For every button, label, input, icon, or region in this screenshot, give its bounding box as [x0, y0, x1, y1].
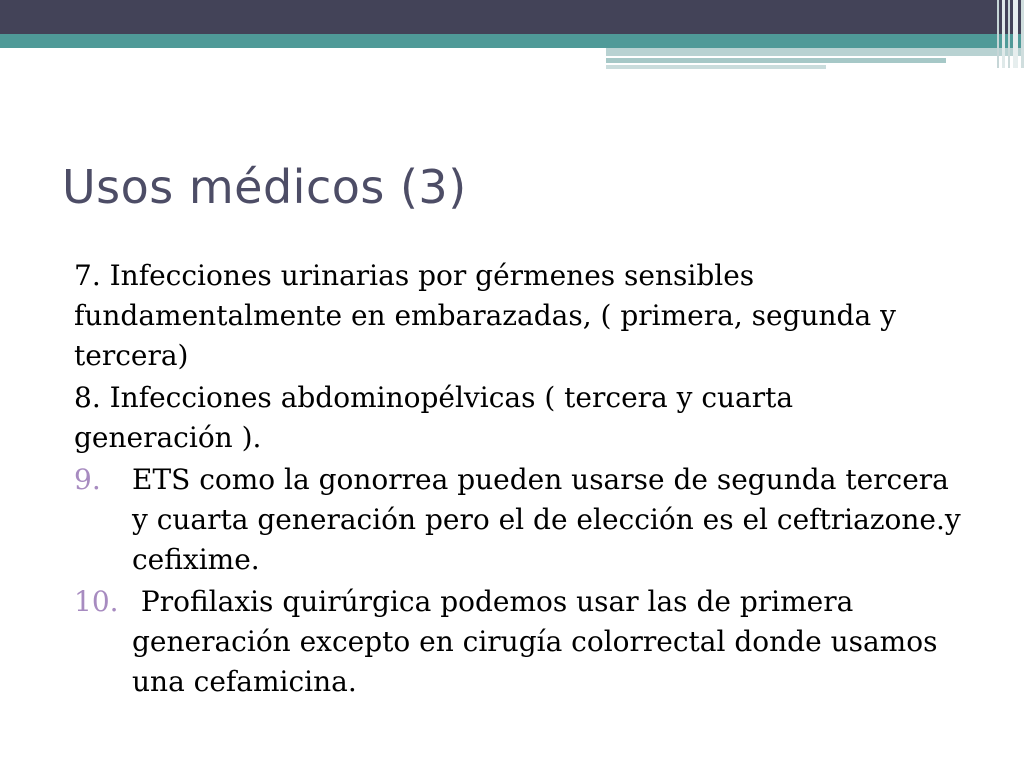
list-item-text: ETS como la gonorrea pueden usarse de segunda tercera y cuarta generación pero el de elección es el ceftriazone.y cefixime.	[132, 463, 961, 576]
header-stripe	[1013, 0, 1018, 68]
list-item-number: 10.	[74, 585, 119, 618]
header-accent-bar	[606, 48, 1024, 56]
header-accent-bar	[606, 65, 826, 69]
header-stripe	[997, 0, 999, 68]
list-item	[74, 460, 972, 580]
header-accent-bar	[606, 58, 946, 63]
header-teal-bar	[0, 34, 1024, 48]
list-item-number: 9.	[74, 463, 101, 496]
numbered-list	[74, 460, 974, 702]
header-stripe	[1002, 0, 1005, 68]
header-stripe	[1008, 0, 1010, 68]
header-dark-bar	[0, 0, 1024, 34]
slide-body	[74, 256, 974, 704]
slide-title: Usos médicos (3)	[62, 160, 467, 214]
list-item	[74, 582, 972, 702]
body-paragraph: 7. Infecciones urinarias por gérmenes sensibles fundamentalmente en embarazadas, ( primera, segunda y tercera)	[74, 259, 896, 372]
header-stripes	[990, 0, 1024, 68]
body-paragraph: 8. Infecciones abdominopélvicas ( tercera y cuarta generación ).	[74, 381, 794, 454]
list-item-text: Profilaxis quirúrgica podemos usar las de primera generación excepto en cirugía colorrectal donde usamos una cefamicina.	[132, 585, 947, 698]
